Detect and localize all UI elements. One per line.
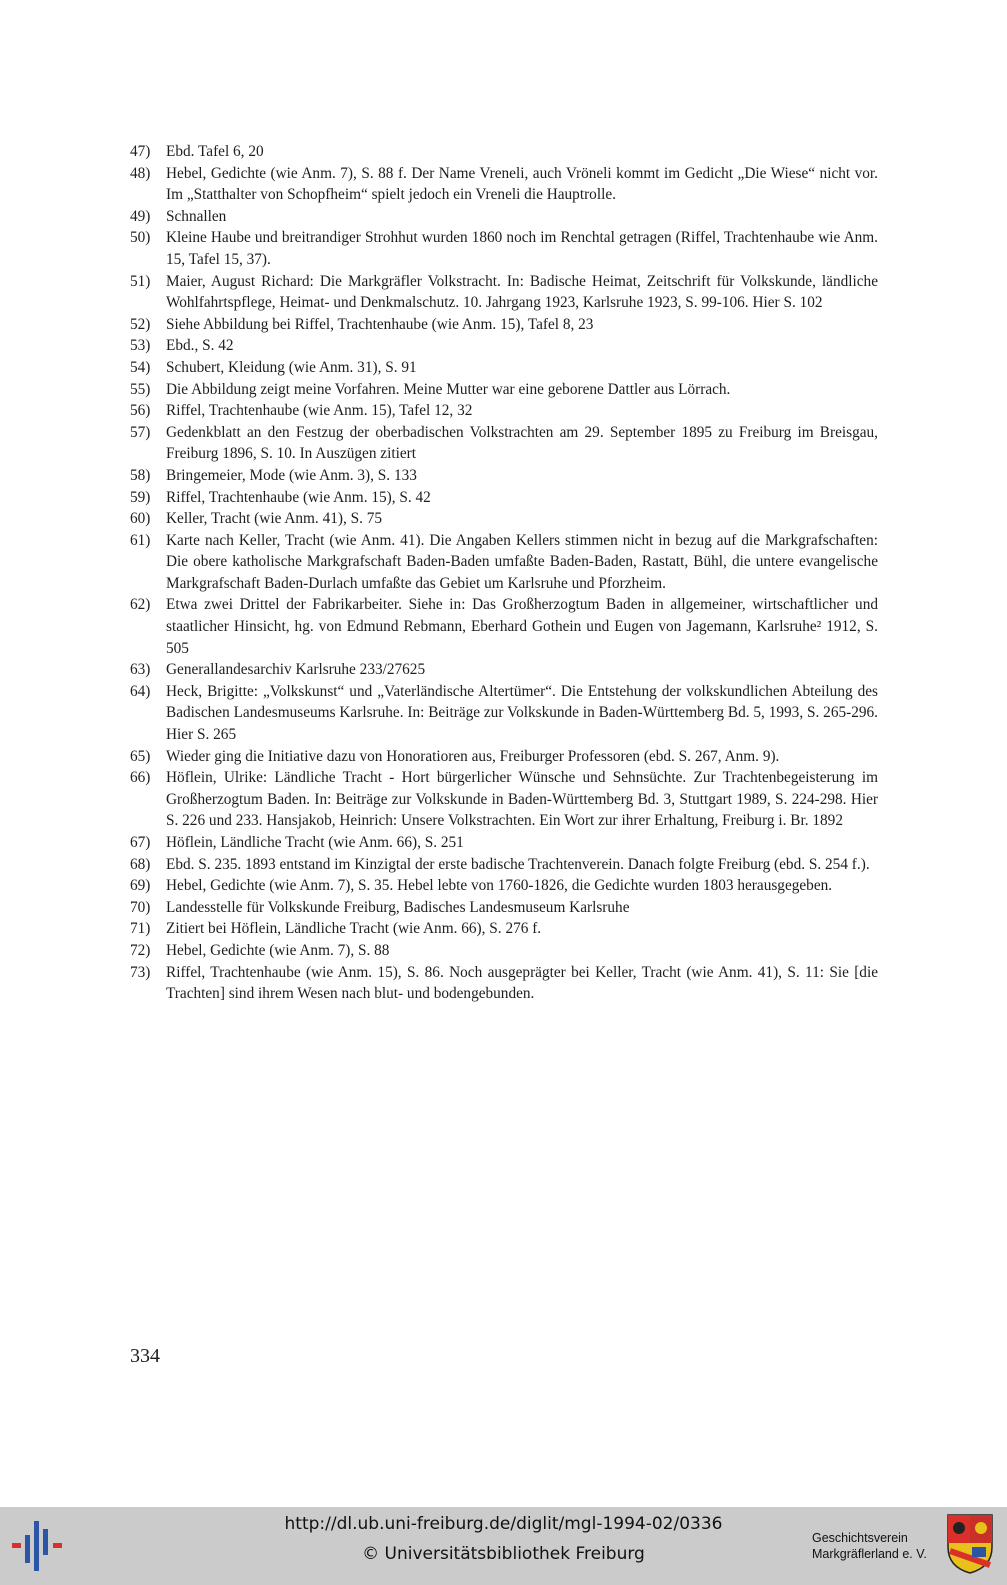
footnote-item [130,897,878,919]
footnote-number: 60) [130,510,151,528]
footnote-number: 71) [130,920,151,938]
page-number: 334 [130,1345,160,1367]
footnote-number: 55) [130,380,151,398]
footnote-text: Riffel, Trachtenhaube (wie Anm. 15), S. 42 [166,488,431,506]
footnote-item [130,206,878,228]
footnote-item [130,163,878,206]
footnote-number: 54) [130,358,151,376]
footnote-number: 51) [130,272,151,290]
footnote-item [130,530,878,595]
footnote-item [130,141,878,163]
footnote-number: 53) [130,337,151,355]
footnote-text: Zitiert bei Höflein, Ländliche Tracht (wie Anm. 66), S. 276 f. [166,920,542,938]
footnote-number: 63) [130,661,151,679]
footnote-number: 69) [130,877,151,895]
footnote-number: 47) [130,143,151,160]
footnote-text: Schubert, Kleidung (wie Anm. 31), S. 91 [166,358,417,376]
footnote-text: Wieder ging die Initiative dazu von Honoratioren aus, Freiburger Professoren (ebd. S. 267, Anm. 9). [166,747,780,765]
footnote-list [130,141,878,1005]
footnote-text: Etwa zwei Drittel der Fabrikarbeiter. Siehe in: Das Großherzogtum Baden in allgemeiner, wirtschaftlicher und staatlicher Hinsicht, hg. von Edmund Rebmann, Eberhard Gothein und Eugen von Jagemann, Karlsruhe² 1912, S. 505 [166,596,878,657]
footnote-item [130,940,878,962]
footnote-text: Schnallen [166,207,227,225]
society-name-line2: Markgräflerland e. V. [812,1547,927,1561]
footnote-item [130,854,878,876]
footnote-number: 59) [130,488,151,506]
footnote-number: 61) [130,531,151,549]
footnote-number: 70) [130,898,151,916]
footnote-item [130,659,878,681]
footnote-number: 64) [130,682,151,700]
footnote-text: Ebd. S. 235. 1893 entstand im Kinzigtal der erste badische Trachtenverein. Danach folgte Freiburg (ebd. S. 254 f.). [166,855,870,873]
footnote-item [130,422,878,465]
footnote-number: 62) [130,596,151,614]
footnote-text: Hebel, Gedichte (wie Anm. 7), S. 88 f. Der Name Vreneli, auch Vröneli kommt im Gedicht „Die Wiese“ nicht vor. Im „Statthalter von Schopfheim“ spielt jedoch ein Vreneli die Hauptrolle. [166,164,878,204]
footnote-text: Riffel, Trachtenhaube (wie Anm. 15), Tafel 12, 32 [166,402,473,420]
footnote-item [130,227,878,270]
footnote-item [130,400,878,422]
footnote-text: Hebel, Gedichte (wie Anm. 7), S. 35. Hebel lebte von 1760-1826, die Gedichte wurden 1803 herausgegeben. [166,877,833,895]
footnote-text: Riffel, Trachtenhaube (wie Anm. 15), S. 86. Noch ausgeprägter bei Keller, Tracht (wie Anm. 41), S. 11: Sie [die Trachten] sind ihrem Wesen nach blut- und bodengebunden. [166,963,878,1003]
footnote-item [130,465,878,487]
footnote-text: Höflein, Ulrike: Ländliche Tracht - Hort bürgerlicher Wünsche und Sehnsüchte. Zur Trachtenbegeisterung im Großherzogtum Baden. In: Beiträge zur Volkskunde in Baden-Württemberg Bd. 3, Stuttgart 1989, S. 224-298. Hier S. 226 und 233. Hansjakob, Heinrich: Unsere Volkstrachten. Ein Wort zur ihrer Erhaltung, Freiburg i. Br. 1892 [166,769,878,830]
footnote-text: Ebd., S. 42 [166,337,234,355]
footnote-text: Die Abbildung zeigt meine Vorfahren. Meine Mutter war eine geborene Dattler aus Lörrach. [166,380,731,398]
document-url-link[interactable]: http://dl.ub.uni-freiburg.de/diglit/mgl-1994-02/0336 [284,1514,723,1534]
footnote-number: 50) [130,229,151,247]
footnote-item [130,379,878,401]
footnote-text: Bringemeier, Mode (wie Anm. 3), S. 133 [166,466,417,484]
copyright-text: © Universitätsbibliothek Freiburg [362,1544,645,1564]
footnote-text: Maier, August Richard: Die Markgräfler Volkstracht. In: Badische Heimat, Zeitschrift für Volkskunde, ländliche Wohlfahrtspflege, Heimat- und Denkmalschutz. 10. Jahrgang 1923, Karlsruhe 1923, S. 99-106. Hier S. 102 [166,272,878,312]
society-name-line1: Geschichtsverein [812,1531,908,1545]
footnote-text: Siehe Abbildung bei Riffel, Trachtenhaube (wie Anm. 15), Tafel 8, 23 [166,315,594,333]
footnote-item [130,832,878,854]
footnote-item [130,335,878,357]
footnote-text: Gedenkblatt an den Festzug der oberbadischen Volkstrachten am 29. September 1895 zu Freiburg im Breisgau, Freiburg 1896, S. 10. In Auszügen zitiert [166,423,878,463]
footnote-item [130,508,878,530]
footnote-item [130,962,878,1005]
footnote-number: 58) [130,466,151,484]
footnote-text: Kleine Haube und breitrandiger Strohhut wurden 1860 noch im Renchtal getragen (Riffel, Trachtenhaube wie Anm. 15, Tafel 15, 37). [166,229,878,268]
footnote-item [130,594,878,659]
footnote-number: 67) [130,834,151,851]
footnote-text: Hebel, Gedichte (wie Anm. 7), S. 88 [166,941,390,959]
footnote-item [130,918,878,940]
footnote-text: Ebd. Tafel 6, 20 [166,143,264,160]
footnote-number: 56) [130,402,151,420]
footnote-item [130,271,878,314]
coat-of-arms-icon [946,1513,994,1575]
footnote-item [130,681,878,746]
footnote-text: Keller, Tracht (wie Anm. 41), S. 75 [166,510,383,528]
footnote-item [130,314,878,336]
footnote-text: Karte nach Keller, Tracht (wie Anm. 41). Die Angaben Kellers stimmen nicht in bezug auf die Markgrafschaften: Die obere katholische Markgrafschaft Baden-Baden umfaßte Baden-Baden, Rastatt, Bühl, die untere evangelische Markgrafschaft Baden-Durlach umfaßte das Gebiet um Karlsruhe und Pforzheim. [166,531,878,592]
footnote-text: Landesstelle für Volkskunde Freiburg, Badisches Landesmuseum Karlsruhe [166,898,630,916]
footnote-number: 48) [130,164,151,182]
footnote-number: 57) [130,423,151,441]
footnote-text: Heck, Brigitte: „Volkskunst“ und „Vaterländische Altertümer“. Die Entstehung der volkskundlichen Abteilung des Badischen Landesmuseums Karlsruhe. In: Beiträge zur Volkskunde in Baden-Württemberg Bd. 5, 1993, S. 265-296. Hier S. 265 [166,682,878,744]
footnote-number: 73) [130,963,151,981]
footnote-number: 65) [130,747,151,765]
footnote-number: 68) [130,855,151,873]
footnote-number: 72) [130,941,151,959]
footnote-text: Generallandesarchiv Karlsruhe 233/27625 [166,661,426,679]
footnote-item [130,767,878,832]
footnote-item [130,487,878,509]
footnote-number: 52) [130,315,151,333]
footnote-number: 49) [130,207,151,225]
footnote-item [130,357,878,379]
footnote-text: Höflein, Ländliche Tracht (wie Anm. 66), S. 251 [166,834,464,851]
footnote-item [130,746,878,768]
footnote-item [130,875,878,897]
footer-bar [0,1507,1007,1585]
footnote-number: 66) [130,769,151,787]
